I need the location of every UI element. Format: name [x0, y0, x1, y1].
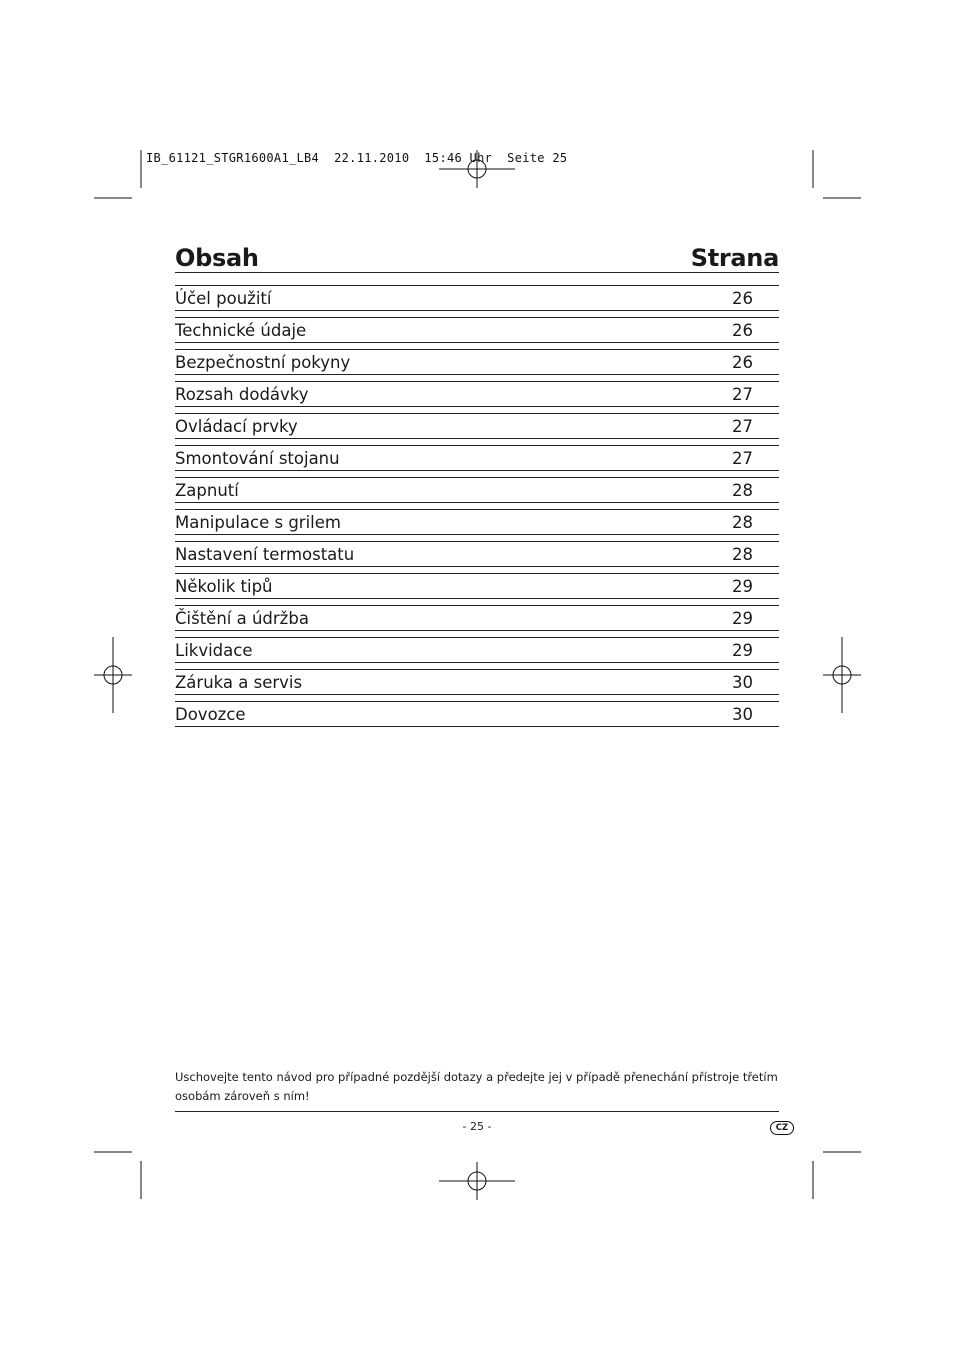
toc-page-heading: Strana	[690, 244, 779, 272]
toc-entry-page: 26	[732, 321, 753, 340]
toc-entry-page: 28	[732, 545, 753, 564]
toc-entry-title: Rozsah dodávky	[175, 385, 309, 404]
toc-title: Obsah	[175, 244, 259, 272]
toc-entry-page: 28	[732, 481, 753, 500]
toc-entry-page: 30	[732, 673, 753, 692]
print-slug: IB_61121_STGR1600A1_LB4 22.11.2010 15:46 Uhr Seite 25	[146, 151, 568, 165]
toc-entry-title: Záruka a servis	[175, 673, 303, 692]
footer-note-line-2: osobám zároveň s ním!	[175, 1089, 310, 1103]
toc-entry[interactable]	[175, 573, 779, 599]
toc-entry[interactable]	[175, 605, 779, 631]
toc-entry-title: Manipulace s grilem	[175, 513, 341, 532]
toc-entry-title: Několik tipů	[175, 577, 273, 596]
toc-entry-page: 27	[732, 417, 753, 436]
toc-entry-title: Likvidace	[175, 641, 253, 660]
registration-mark-left	[94, 637, 132, 713]
toc-entry-page: 29	[732, 641, 753, 660]
toc-entry[interactable]	[175, 285, 779, 311]
toc-entry[interactable]	[175, 381, 779, 407]
registration-mark-bottom	[439, 1162, 515, 1200]
toc-entry-title: Dovozce	[175, 705, 246, 724]
language-badge: CZ	[770, 1121, 794, 1135]
toc-entry-page: 26	[732, 353, 753, 372]
toc-entry-title: Čištění a údržba	[175, 609, 309, 628]
toc-entry-page: 30	[732, 705, 753, 724]
toc-entry-title: Technické údaje	[175, 321, 307, 340]
footer-note-line-1: Uschovejte tento návod pro případné pozdější dotazy a předejte jej v případě přenechání přístroje třetím	[175, 1070, 778, 1084]
toc-entry-title: Bezpečnostní pokyny	[175, 353, 351, 372]
registration-mark-right	[823, 637, 861, 713]
toc-entry[interactable]	[175, 669, 779, 695]
toc-entry-page: 29	[732, 609, 753, 628]
toc-entry[interactable]	[175, 701, 779, 727]
table-of-contents	[175, 240, 779, 733]
toc-entry-page: 26	[732, 289, 753, 308]
footer-rule	[175, 1111, 779, 1112]
page-number: - 25 -	[462, 1120, 492, 1133]
toc-entry[interactable]	[175, 541, 779, 567]
toc-entry-title: Nastavení termostatu	[175, 545, 355, 564]
toc-header	[175, 240, 779, 273]
toc-list	[175, 285, 779, 727]
toc-entry-page: 28	[732, 513, 753, 532]
toc-entry[interactable]	[175, 317, 779, 343]
toc-entry[interactable]	[175, 413, 779, 439]
toc-entry[interactable]	[175, 445, 779, 471]
toc-entry-title: Zapnutí	[175, 481, 239, 500]
toc-entry-title: Účel použití	[175, 289, 272, 308]
toc-entry[interactable]	[175, 509, 779, 535]
toc-entry[interactable]	[175, 349, 779, 375]
footer-note	[175, 1068, 779, 1106]
toc-entry-title: Smontování stojanu	[175, 449, 340, 468]
toc-entry-page: 27	[732, 385, 753, 404]
toc-entry[interactable]	[175, 477, 779, 503]
toc-entry-page: 27	[732, 449, 753, 468]
toc-entry-page: 29	[732, 577, 753, 596]
toc-entry-title: Ovládací prvky	[175, 417, 298, 436]
toc-entry[interactable]	[175, 637, 779, 663]
